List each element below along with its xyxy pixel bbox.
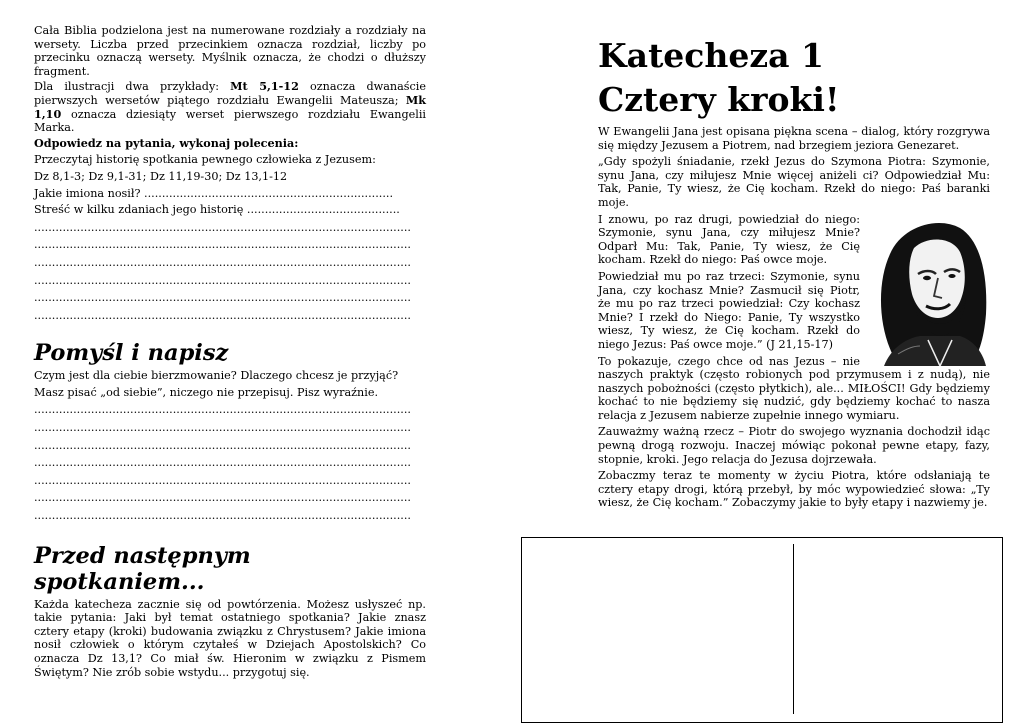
title-line: spotkaniem... bbox=[34, 568, 205, 595]
next-meeting-text: Każda katecheza zacznie się od powtórzenia. Możesz usłyszeć np. takie pytania: Jaki był temat ostatniego spotkania? Jakie znasz cztery etapy (kroki) budowania związku z Chrystusem? Jakie imiona nosił człowiek o którym czytałeś w Dziejach Apostolskich? Co oznacza Dz 13,1? Co miał św. Hieronim w związku z Pismem Świętym? Nie zrób sobie wstydu... przygotuj się. bbox=[34, 597, 426, 679]
answer-line[interactable]: .......................................................................................................... bbox=[34, 403, 411, 417]
gospel-quote-3: Powiedział mu po raz trzeci: Szymonie, synu Jana, czy kochasz Mnie? Zasmucił się Piotr, że mu po raz trzeci powiedział: Czy kochasz Mnie? I rzekł do Niego: Panie, Ty wszystko wiesz, Ty wiesz, że Cię kocham. Rzekł do niego Jezus: Paś owce moje.” (J 21,15-17) bbox=[598, 269, 860, 351]
intro-text: Dla ilustracji dwa przykłady: bbox=[34, 80, 231, 94]
answer-line[interactable]: .......................................................................................................... bbox=[34, 220, 411, 234]
blank-frame bbox=[521, 537, 1003, 723]
question-story: Streść w kilku zdaniach jego historię ........................................... bbox=[34, 203, 400, 217]
reflection-stages: Zobaczmy teraz te momenty w życiu Piotra, które odsłaniają te cztery etapy drogi, którą przebył, by móc wypowiedzieć słowa: „Ty wiesz, że Cię kocham.” Zobaczymy jakie to były etapy i nazwiemy je. bbox=[598, 469, 990, 510]
answer-line[interactable]: .......................................................................................................... bbox=[34, 291, 411, 305]
answer-line[interactable]: .......................................................................................................... bbox=[34, 255, 411, 269]
answer-line[interactable]: .......................................................................................................... bbox=[34, 308, 411, 322]
gospel-quote-2: I znowu, po raz drugi, powiedział do niego: Szymonie, synu Jana, czy miłujesz Mnie? Odparł Mu: Tak, Panie, Ty wiesz, że Cię kocham. Rzekł do niego: Paś owce moje. bbox=[598, 212, 860, 267]
reflection-growth: Zauważmy ważną rzecz – Piotr do swojego wyznania dochodził idąc pewną drogą rozwoju. Inaczej mówiąc pokonał pewne etapy, fazy, stopnie, kroki. Jego relacja do Jezusa dojrzewała. bbox=[598, 425, 990, 466]
page-title bbox=[598, 34, 990, 122]
story-intro: W Ewangelii Jana jest opisana piękna scena – dialog, który rozgrywa się między Jezusem a Piotrem, nad brzegiem jeziora Genezaret. bbox=[598, 125, 990, 152]
bible-ref-mk: Mk 1,10 bbox=[34, 92, 426, 121]
intro-paragraph-2 bbox=[34, 80, 426, 134]
frame-divider bbox=[793, 544, 794, 714]
intro-text: oznacza dziesiąty werset pierwszego rozdziału Ewangelii Marka. bbox=[34, 107, 426, 135]
bible-ref-mt: Mt 5,1-12 bbox=[230, 79, 299, 94]
task-read: Przeczytaj historię spotkania pewnego człowieka z Jezusem: bbox=[34, 153, 376, 167]
reflection-question: Czym jest dla ciebie bierzmowanie? Dlaczego chcesz je przyjąć? bbox=[34, 369, 399, 383]
answer-line[interactable]: .......................................................................................................... bbox=[34, 438, 411, 452]
bible-refs: Dz 8,1-3; Dz 9,1-31; Dz 11,19-30; Dz 13,1-12 bbox=[34, 169, 288, 183]
answer-line[interactable]: .......................................................................................................... bbox=[34, 473, 411, 487]
answer-line[interactable]: .......................................................................................................... bbox=[34, 491, 411, 505]
intro-text: oznacza dwanaście pierwszych wersetów piątego rozdziału Ewangelii Mateusza; bbox=[34, 80, 426, 107]
question-names: Jakie imiona nosił? ...................................................................... bbox=[34, 186, 393, 200]
reflection-note: Masz pisać „od siebie”, niczego nie przepisuj. Pisz wyraźnie. bbox=[34, 385, 379, 399]
answer-line[interactable]: .......................................................................................................... bbox=[34, 273, 411, 287]
section-title-think: Pomyśl i napisz bbox=[34, 340, 229, 367]
reflection-love: To pokazuje, czego chce od nas Jezus – nie naszych praktyk (często robionych pod przymusem i z nudą), nie naszych pobożności (często płytkich), ale... MIŁOŚCI! Gdy będziemy kochać to nie będziemy się nudzić, gdy będziemy kochać to nasza relacja z Jezusem nabierze zupełnie innego wymiaru. bbox=[598, 354, 990, 422]
jesus-portrait-icon bbox=[868, 214, 990, 366]
title-line: Cztery kroki! bbox=[598, 80, 840, 119]
left-column bbox=[34, 24, 426, 679]
task-heading: Odpowiedz na pytania, wykonaj polecenia: bbox=[34, 135, 299, 150]
answer-line[interactable]: .......................................................................................................... bbox=[34, 509, 411, 523]
intro-paragraph-1: Cała Biblia podzielona jest na numerowane rozdziały a rozdziały na wersety. Liczba przed przecinkiem oznacza rozdział, liczby po przecinku oznaczą wersety. Myślnik oznacza, że chodzi o dłuższy fragment. bbox=[34, 24, 426, 78]
right-column bbox=[598, 34, 990, 510]
answer-line[interactable]: .......................................................................................................... bbox=[34, 238, 411, 252]
title-line: Przed następnym bbox=[34, 542, 251, 569]
answer-line[interactable]: .......................................................................................................... bbox=[34, 456, 411, 470]
title-line: Katecheza 1 bbox=[598, 36, 824, 75]
answer-line[interactable]: .......................................................................................................... bbox=[34, 421, 411, 435]
gospel-quote-1: „Gdy spożyli śniadanie, rzekł Jezus do Szymona Piotra: Szymonie, synu Jana, czy miłujesz Mnie więcej aniżeli ci? Odpowiedział Mu: Tak, Panie, Ty wiesz, że Cię kocham. Rzekł do niego: Paś baranki moje. bbox=[598, 155, 990, 209]
section-title-next-meeting bbox=[34, 543, 426, 595]
